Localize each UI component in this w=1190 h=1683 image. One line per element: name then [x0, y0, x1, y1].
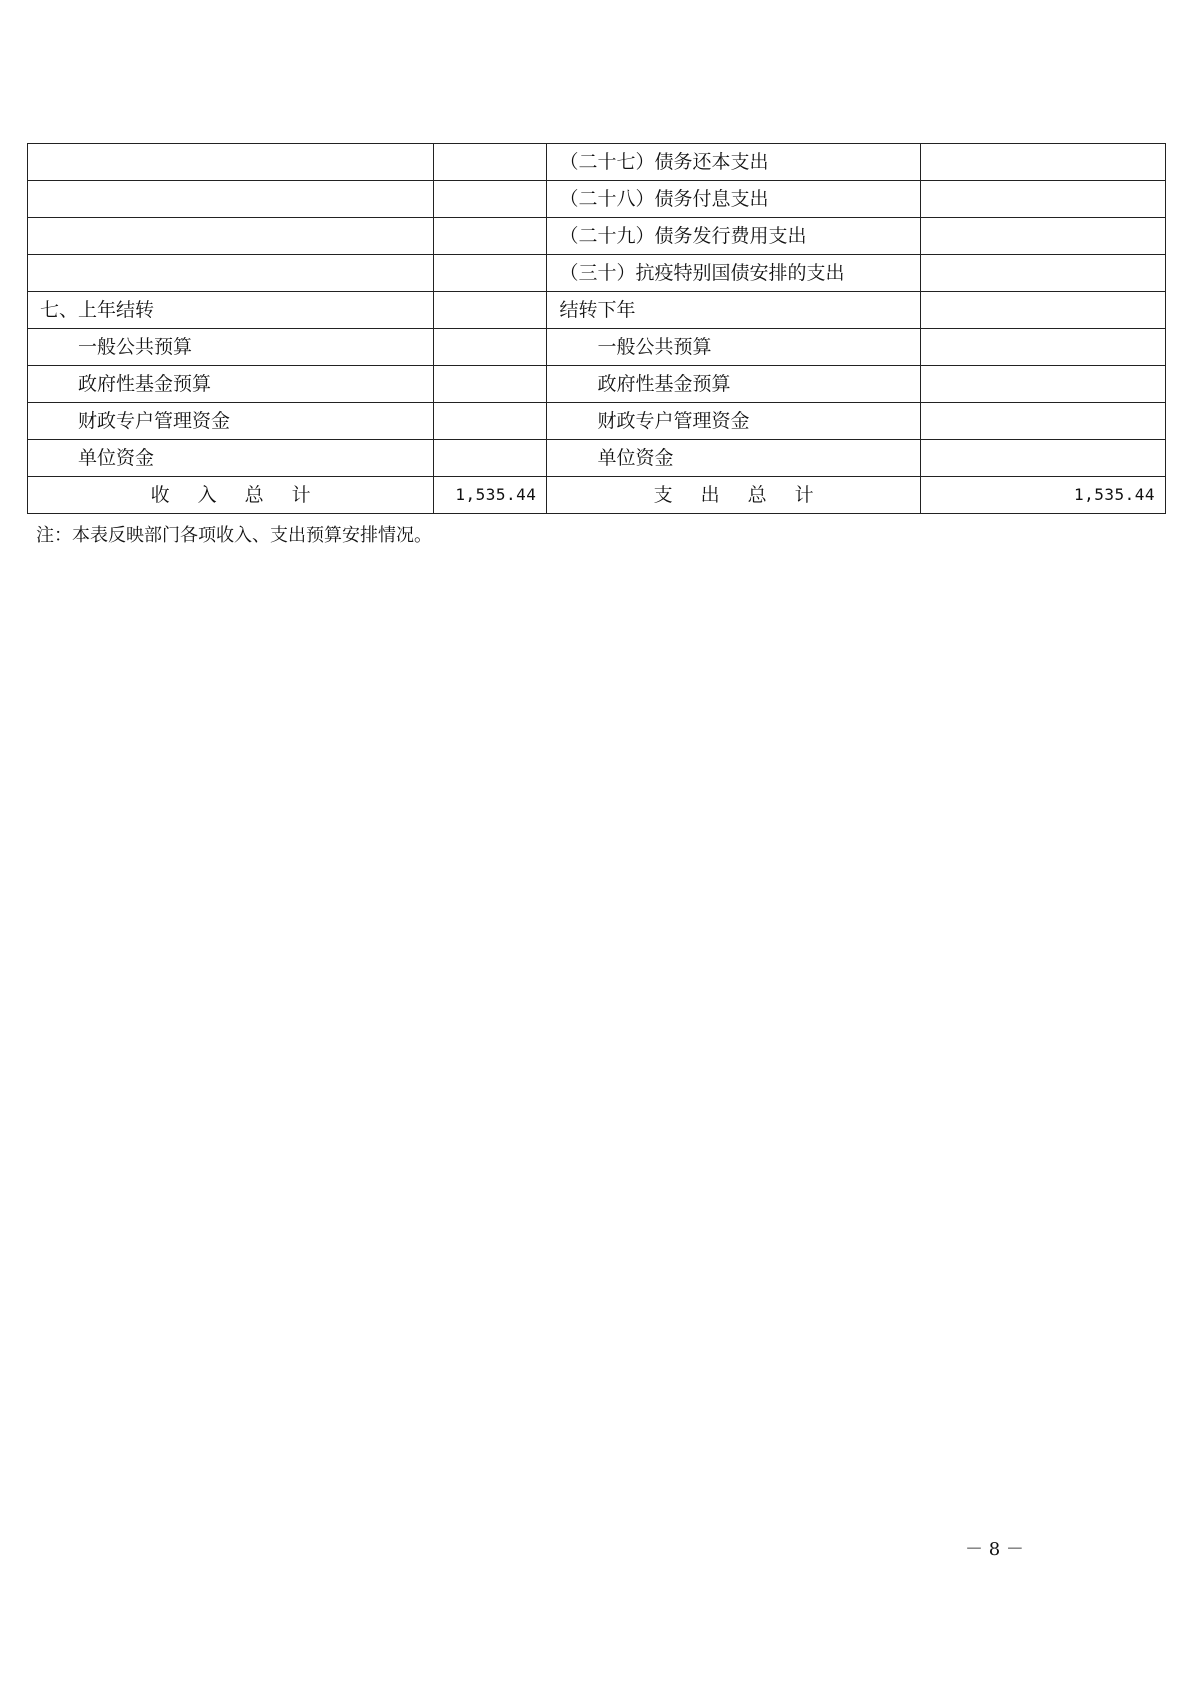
table-row	[28, 329, 1166, 366]
expense-amount-cell	[920, 366, 1165, 403]
expense-amount-cell	[920, 329, 1165, 366]
expense-item-cell: （二十七）债务还本支出	[547, 144, 920, 181]
table-row	[28, 403, 1166, 440]
income-item-cell	[28, 218, 434, 255]
expense-item-cell: 一般公共预算	[547, 329, 920, 366]
expense-item-cell: 财政专户管理资金	[547, 403, 920, 440]
income-item-cell	[28, 255, 434, 292]
expense-item-cell: 结转下年	[547, 292, 920, 329]
expense-amount-cell	[920, 181, 1165, 218]
income-item-cell	[28, 181, 434, 218]
income-amount-cell	[434, 329, 547, 366]
income-item-cell	[28, 144, 434, 181]
table-row	[28, 144, 1166, 181]
expense-total-label: 支出总计	[547, 477, 920, 514]
income-amount-cell	[434, 255, 547, 292]
income-item-cell: 财政专户管理资金	[28, 403, 434, 440]
table-footnote: 注：本表反映部门各项收入、支出预算安排情况。	[36, 525, 432, 546]
table-row	[28, 218, 1166, 255]
expense-amount-cell	[920, 440, 1165, 477]
expense-amount-cell	[920, 292, 1165, 329]
table-row	[28, 255, 1166, 292]
budget-summary-table	[27, 143, 1166, 514]
table-row	[28, 292, 1166, 329]
income-amount-cell	[434, 440, 547, 477]
expense-total-amount: 1,535.44	[920, 477, 1165, 514]
income-amount-cell	[434, 218, 547, 255]
page-number: － 8 －	[965, 1539, 1024, 1560]
expense-amount-cell	[920, 218, 1165, 255]
income-amount-cell	[434, 292, 547, 329]
expense-amount-cell	[920, 255, 1165, 292]
income-total-amount: 1,535.44	[434, 477, 547, 514]
expense-item-cell: 政府性基金预算	[547, 366, 920, 403]
total-row	[28, 477, 1166, 514]
expense-amount-cell	[920, 403, 1165, 440]
expense-item-cell: （三十）抗疫特别国债安排的支出	[547, 255, 920, 292]
expense-item-cell: （二十九）债务发行费用支出	[547, 218, 920, 255]
table-row	[28, 440, 1166, 477]
table-row	[28, 181, 1166, 218]
income-item-cell: 单位资金	[28, 440, 434, 477]
income-item-cell: 政府性基金预算	[28, 366, 434, 403]
income-amount-cell	[434, 403, 547, 440]
income-amount-cell	[434, 144, 547, 181]
income-item-cell: 一般公共预算	[28, 329, 434, 366]
income-total-label: 收入总计	[28, 477, 434, 514]
expense-item-cell: 单位资金	[547, 440, 920, 477]
income-amount-cell	[434, 366, 547, 403]
income-item-cell: 七、上年结转	[28, 292, 434, 329]
income-amount-cell	[434, 181, 547, 218]
expense-item-cell: （二十八）债务付息支出	[547, 181, 920, 218]
expense-amount-cell	[920, 144, 1165, 181]
table-row	[28, 366, 1166, 403]
